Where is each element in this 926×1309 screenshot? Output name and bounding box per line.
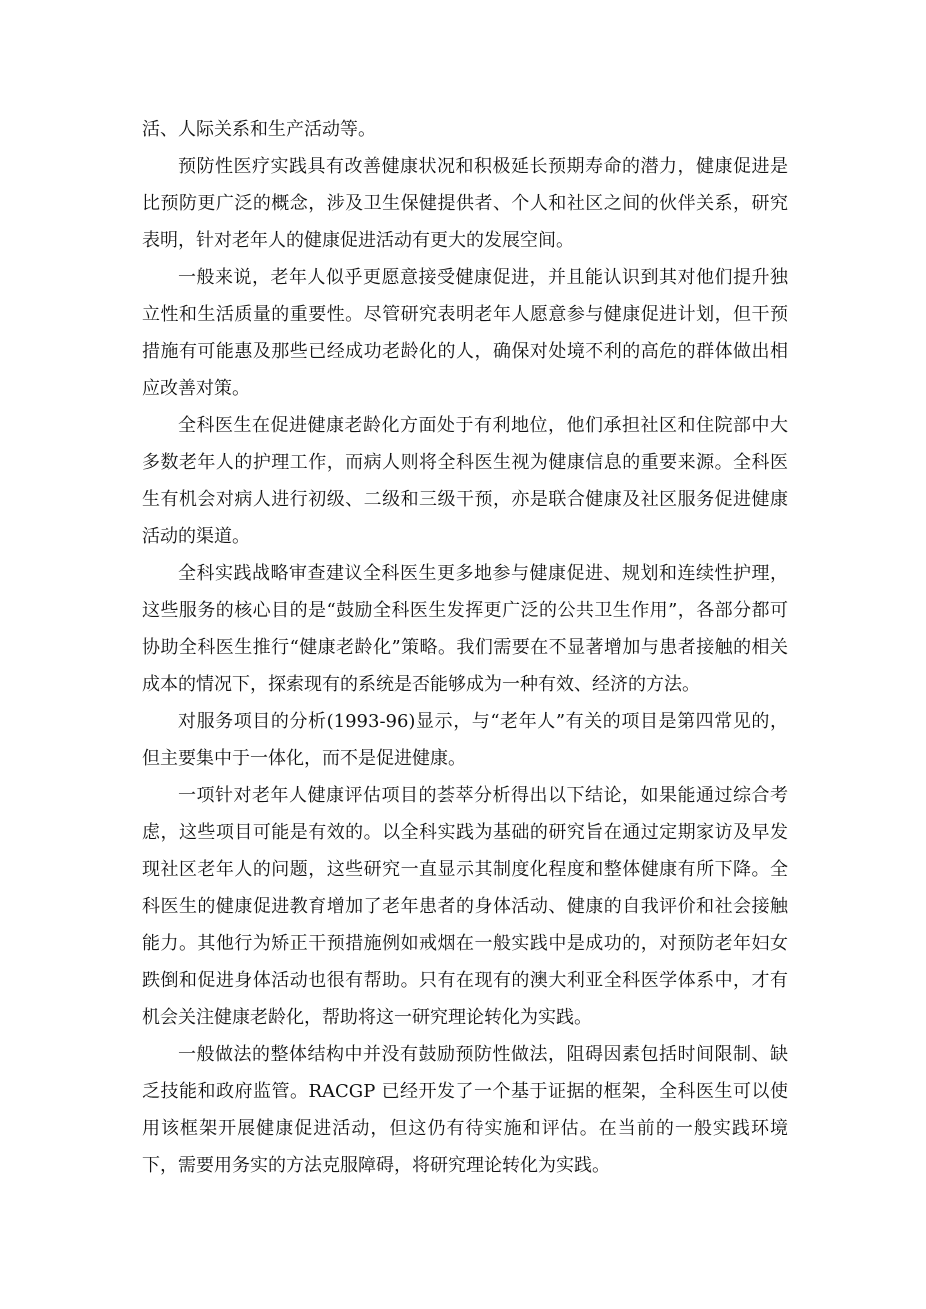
paragraph: 一项针对老年人健康评估项目的荟萃分析得出以下结论，如果能通过综合考虑，这些项目可能是有效的。以全科实践为基础的研究旨在通过定期家访及早发现社区老年人的问题，这些研究一直显示其制度化程度和整体健康有所下降。全科医生的健康促进教育增加了老年患者的身体活动、健康的自我评价和社会接触能力。其他行为矫正干预措施例如戒烟在一般实践中是成功的，对预防老年妇女跌倒和促进身体活动也很有帮助。只有在现有的澳大利亚全科医学体系中，才有机会关注健康老龄化，帮助将这一研究理论转化为实践。: [142, 785, 788, 1028]
paragraph-continuation: 活、人际关系和生产活动等。: [142, 119, 376, 140]
paragraph: 对服务项目的分析(1993-96)显示，与“老年人”有关的项目是第四常见的，但主要集中于一体化，而不是促进健康。: [142, 711, 788, 769]
paragraph: 预防性医疗实践具有改善健康状况和积极延长预期寿命的潜力，健康促进是比预防更广泛的概念，涉及卫生保健提供者、个人和社区之间的伙伴关系，研究表明，针对老年人的健康促进活动有更大的发展空间。: [142, 156, 788, 251]
paragraph: 一般来说，老年人似乎更愿意接受健康促进，并且能认识到其对他们提升独立性和生活质量的重要性。尽管研究表明老年人愿意参与健康促进计划，但干预措施有可能惠及那些已经成功老龄化的人，确保对处境不利的高危的群体做出相应改善对策。: [142, 267, 788, 399]
paragraph: 全科实践战略审查建议全科医生更多地参与健康促进、规划和连续性护理，这些服务的核心目的是“鼓励全科医生发挥更广泛的公共卫生作用”，各部分都可协助全科医生推行“健康老龄化”策略。我们需要在不显著增加与患者接触的相关成本的情况下，探索现有的系统是否能够成为一种有效、经济的方法。: [142, 563, 788, 695]
paragraph: 全科医生在促进健康老龄化方面处于有利地位，他们承担社区和住院部中大多数老年人的护理工作，而病人则将全科医生视为健康信息的重要来源。全科医生有机会对病人进行初级、二级和三级干预，亦是联合健康及社区服务促进健康活动的渠道。: [142, 415, 788, 547]
document-body: [142, 111, 788, 1184]
paragraph: 一般做法的整体结构中并没有鼓励预防性做法，阻碍因素包括时间限制、缺乏技能和政府监管。RACGP 已经开发了一个基于证据的框架，全科医生可以使用该框架开展健康促进活动，但这仍有待实施和评估。在当前的一般实践环境下，需要用务实的方法克服障碍，将研究理论转化为实践。: [142, 1044, 788, 1176]
